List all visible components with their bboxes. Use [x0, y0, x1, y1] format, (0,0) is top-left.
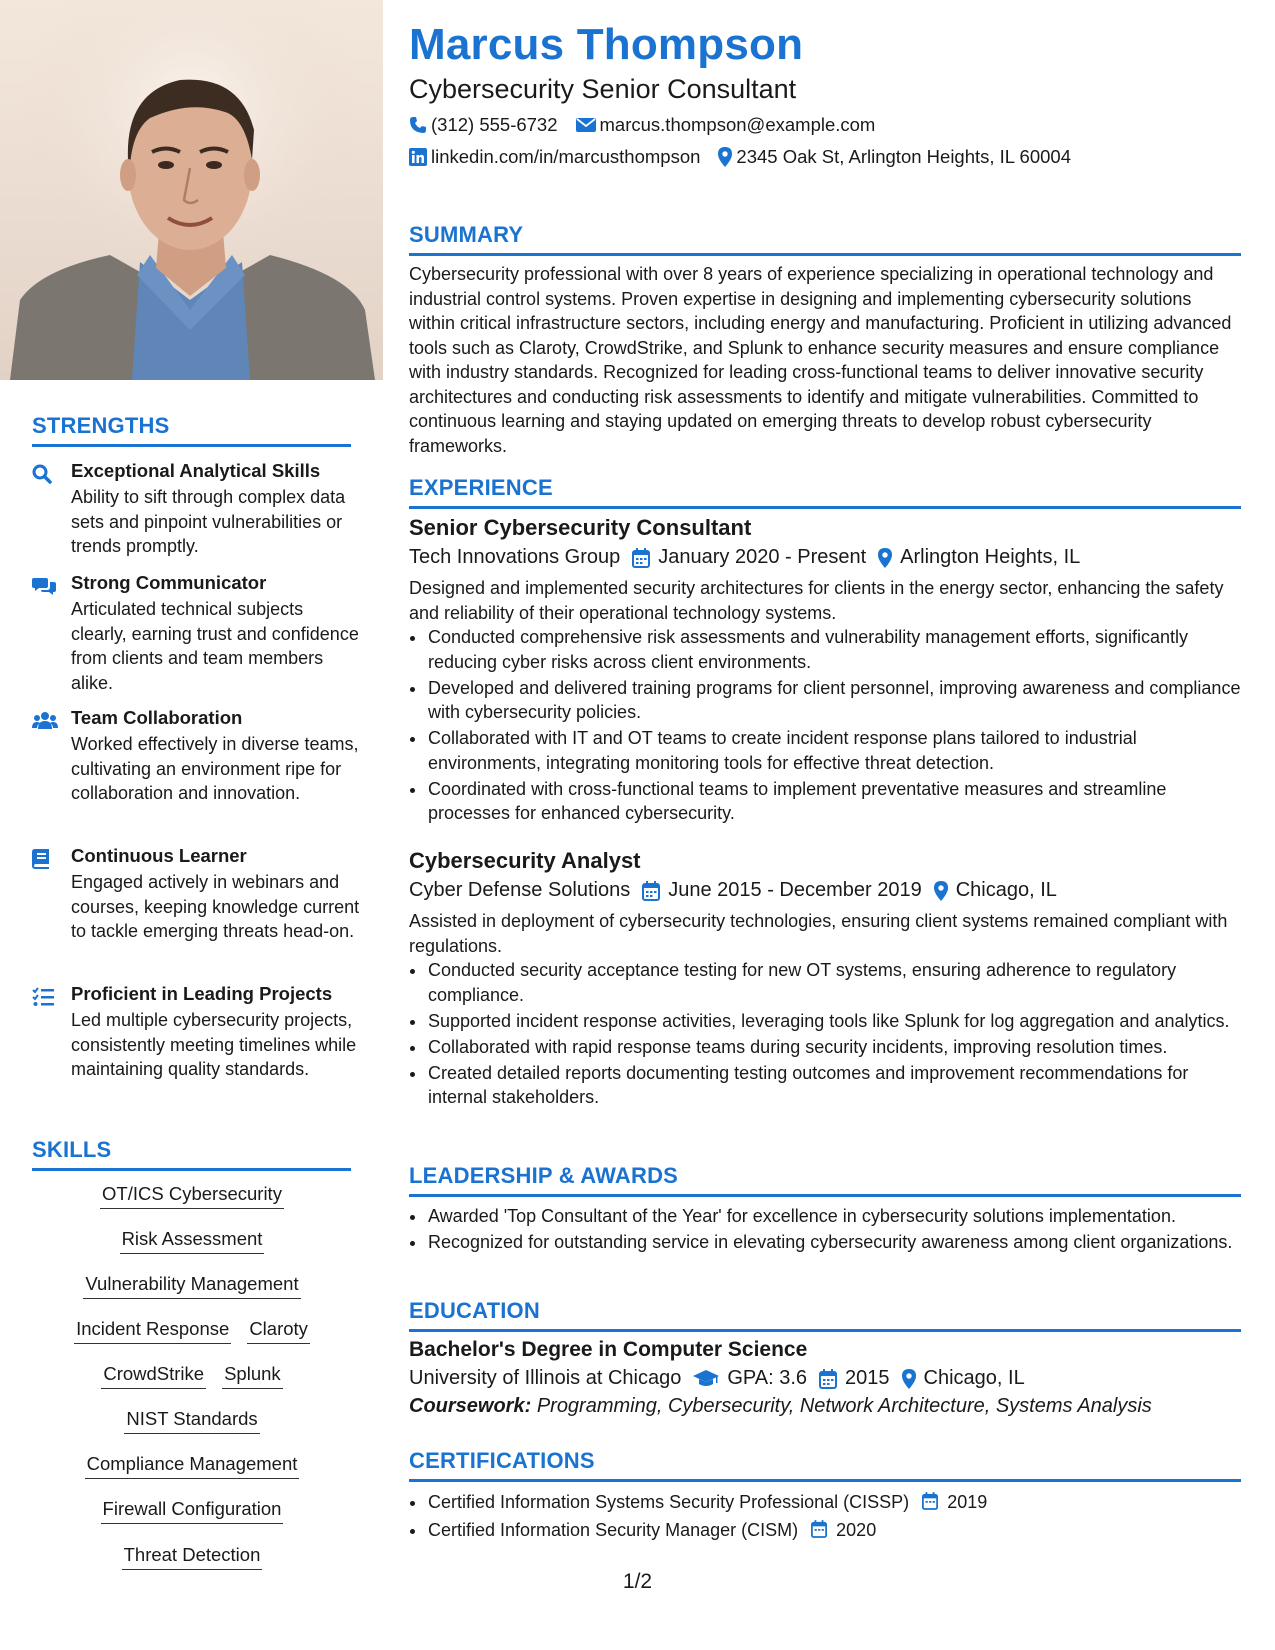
education-entry	[409, 1338, 1241, 1418]
experience-entry	[409, 515, 1241, 827]
map-marker-icon	[718, 147, 732, 167]
education-heading: EDUCATION	[409, 1298, 1241, 1332]
strength-item	[32, 707, 362, 832]
phone-text: (312) 555-6732	[431, 114, 558, 135]
strength-title: Exceptional Analytical Skills	[71, 460, 321, 481]
skills-row	[32, 1544, 352, 1570]
strength-item	[32, 983, 362, 1108]
skills-row	[32, 1183, 352, 1209]
profile-photo	[0, 0, 383, 380]
job-bullets	[409, 958, 1241, 1110]
linkedin-text[interactable]: linkedin.com/in/marcusthompson	[431, 146, 701, 167]
bullet-item: • Awarded 'Top Consultant of the Year' for excellence in cybersecurity solutions implementation.	[427, 1204, 1241, 1229]
address-item	[718, 146, 1071, 168]
envelope-icon	[576, 117, 596, 133]
strength-description: Led multiple cybersecurity projects, consistently meeting timelines while maintaining quality standards.	[71, 1010, 357, 1079]
experience-entry	[409, 848, 1241, 1111]
linkedin-item[interactable]	[409, 146, 700, 168]
candidate-title: Cybersecurity Senior Consultant	[409, 74, 797, 104]
page-number: 1/2	[622, 1570, 653, 1593]
skills-heading: SKILLS	[32, 1137, 351, 1171]
company-name: Tech Innovations Group	[409, 546, 621, 568]
certification-year: 2020	[836, 1519, 877, 1540]
job-bullets	[409, 625, 1241, 826]
bullet-item: • Recognized for outstanding service in elevating cybersecurity awareness among client organizations.	[427, 1230, 1241, 1255]
skill-tag: Threat Detection	[122, 1544, 263, 1570]
email-text[interactable]: marcus.thompson@example.com	[599, 114, 876, 135]
certification-name: Certified Information Security Manager (CISM)	[428, 1519, 799, 1540]
certification-item	[427, 1518, 1241, 1543]
book-icon	[32, 849, 56, 869]
map-marker-icon	[934, 881, 948, 901]
calendar-icon	[632, 548, 650, 568]
strength-title: Proficient in Leading Projects	[71, 983, 333, 1004]
job-description: Designed and implemented security architectures for clients in the energy sector, enhancing the safety and reliability of their operational technology systems.	[409, 578, 1224, 623]
phone-icon	[409, 116, 427, 134]
strength-title: Strong Communicator	[71, 572, 267, 593]
strength-title: Continuous Learner	[71, 845, 247, 866]
bullet-item: • Developed and delivered training programs for client personnel, improving awareness and compliance with cybersecurity policies.	[427, 676, 1241, 725]
job-location: Chicago, IL	[955, 879, 1057, 901]
coursework-list: Programming, Cybersecurity, Network Architecture, Systems Analysis	[536, 1395, 1152, 1417]
strength-item	[32, 460, 362, 560]
school-name: University of Illinois at Chicago	[409, 1367, 682, 1389]
certification-item	[427, 1490, 1241, 1515]
coursework-label: Coursework:	[409, 1395, 532, 1417]
job-role: Senior Cybersecurity Consultant	[409, 515, 752, 540]
email-item[interactable]	[576, 114, 876, 136]
company-name: Cyber Defense Solutions	[409, 879, 631, 901]
skill-tag: Compliance Management	[85, 1453, 300, 1479]
job-dates: January 2020 - Present	[658, 546, 867, 568]
leadership-heading: LEADERSHIP & AWARDS	[409, 1163, 1241, 1197]
calendar-icon	[811, 1520, 827, 1538]
skills-row	[32, 1318, 352, 1344]
phone-item	[409, 114, 558, 136]
map-marker-icon	[902, 1369, 916, 1389]
skills-row	[32, 1228, 352, 1254]
strength-item	[32, 845, 362, 970]
address-text: 2345 Oak St, Arlington Heights, IL 60004	[736, 146, 1071, 167]
map-marker-icon	[878, 548, 892, 568]
bullet-item: • Conducted comprehensive risk assessments and vulnerability management efforts, significantly reducing cyber risks across client environments.	[427, 625, 1241, 674]
contact-row	[409, 146, 1089, 168]
education-location: Chicago, IL	[923, 1367, 1025, 1389]
strength-description: Engaged actively in webinars and courses, keeping knowledge current to tackle emerging threats head-on.	[71, 872, 360, 941]
certifications-heading: CERTIFICATIONS	[409, 1448, 1241, 1482]
calendar-icon	[819, 1369, 837, 1389]
strength-description: Articulated technical subjects clearly, earning trust and confidence from clients and team members alike.	[71, 599, 359, 693]
experience-heading: EXPERIENCE	[409, 475, 1241, 509]
summary-text: Cybersecurity professional with over 8 years of experience specializing in operational technology and industrial control systems. Proven expertise in designing and implementing cybersecurity solutions within critical infrastructure sectors, including energy and manufacturing. Proficient in utilizing advanced tools such as Claroty, CrowdStrike, and Splunk to enhance security measures and ensure compliance with industry standards. Recognized for leading cross-functional teams to deliver innovative security architectures and conducting risk assessments to identify and mitigate vulnerabilities. Committed to continuous learning and staying updated on emerging threats to develop robust cybersecurity frameworks.	[409, 264, 1232, 456]
linkedin-icon	[409, 148, 427, 166]
skills-row	[32, 1408, 352, 1434]
certifications-list	[409, 1490, 1241, 1544]
graduation-cap-icon	[693, 1370, 719, 1388]
candidate-name: Marcus Thompson	[409, 20, 804, 69]
bullet-item: • Created detailed reports documenting testing outcomes and improvement recommendations for internal stakeholders.	[427, 1061, 1241, 1110]
sidebar	[0, 0, 383, 1650]
comments-icon	[32, 576, 56, 596]
skill-tag: CrowdStrike	[101, 1363, 206, 1389]
users-icon	[32, 711, 56, 731]
bullet-item: • Collaborated with rapid response teams during security incidents, improving resolution times.	[427, 1035, 1241, 1060]
search-icon	[32, 464, 56, 484]
strength-description: Ability to sift through complex data sets and pinpoint vulnerabilities or trends promptly.	[71, 487, 346, 556]
job-meta	[409, 879, 1241, 902]
job-role: Cybersecurity Analyst	[409, 848, 641, 873]
job-description: Assisted in deployment of cybersecurity technologies, ensuring client systems remained compliant with regulations.	[409, 911, 1228, 956]
strength-item	[32, 572, 362, 697]
bullet-item: • Coordinated with cross-functional teams to implement preventative measures and streamline processes for enhanced cybersecurity.	[427, 777, 1241, 826]
calendar-icon	[642, 881, 660, 901]
skill-tag: OT/ICS Cybersecurity	[100, 1183, 284, 1209]
skill-tag: Splunk	[222, 1363, 283, 1389]
skill-tag: Incident Response	[74, 1318, 231, 1344]
bullet-item: • Conducted security acceptance testing for new OT systems, ensuring adherence to regulatory compliance.	[427, 958, 1241, 1007]
summary-heading: SUMMARY	[409, 222, 1241, 256]
strength-description: Worked effectively in diverse teams, cultivating an environment ripe for collaboration and innovation.	[71, 734, 359, 803]
graduation-year: 2015	[845, 1367, 890, 1389]
calendar-icon	[922, 1492, 938, 1510]
bullet-item: • Supported incident response activities, leveraging tools like Splunk for log aggregation and analytics.	[427, 1009, 1241, 1034]
skill-tag: Risk Assessment	[120, 1228, 265, 1254]
skills-row	[32, 1363, 352, 1389]
skills-row	[32, 1453, 352, 1479]
skill-tag: Vulnerability Management	[83, 1273, 300, 1299]
list-check-icon	[32, 987, 56, 1007]
strengths-heading: STRENGTHS	[32, 413, 351, 447]
bullet-item: • Collaborated with IT and OT teams to create incident response plans tailored to industrial environments, integrating monitoring tools for effective threat detection.	[427, 726, 1241, 775]
job-location: Arlington Heights, IL	[900, 546, 1081, 568]
skill-tag: NIST Standards	[124, 1408, 259, 1434]
skills-row	[32, 1498, 352, 1524]
education-meta	[409, 1367, 1241, 1390]
contact-row	[409, 114, 893, 136]
certification-year: 2019	[947, 1492, 988, 1512]
degree: Bachelor's Degree in Computer Science	[409, 1338, 808, 1361]
gpa: GPA: 3.6	[727, 1367, 808, 1389]
strength-title: Team Collaboration	[71, 707, 243, 728]
leadership-bullets	[409, 1204, 1241, 1256]
skills-row	[32, 1273, 352, 1299]
skill-tag: Firewall Configuration	[101, 1498, 284, 1524]
certification-name: Certified Information Systems Security Professional (CISSP)	[428, 1492, 910, 1512]
coursework	[409, 1395, 1241, 1418]
job-meta	[409, 546, 1241, 569]
skill-tag: Claroty	[247, 1318, 310, 1344]
job-dates: June 2015 - December 2019	[668, 879, 922, 901]
